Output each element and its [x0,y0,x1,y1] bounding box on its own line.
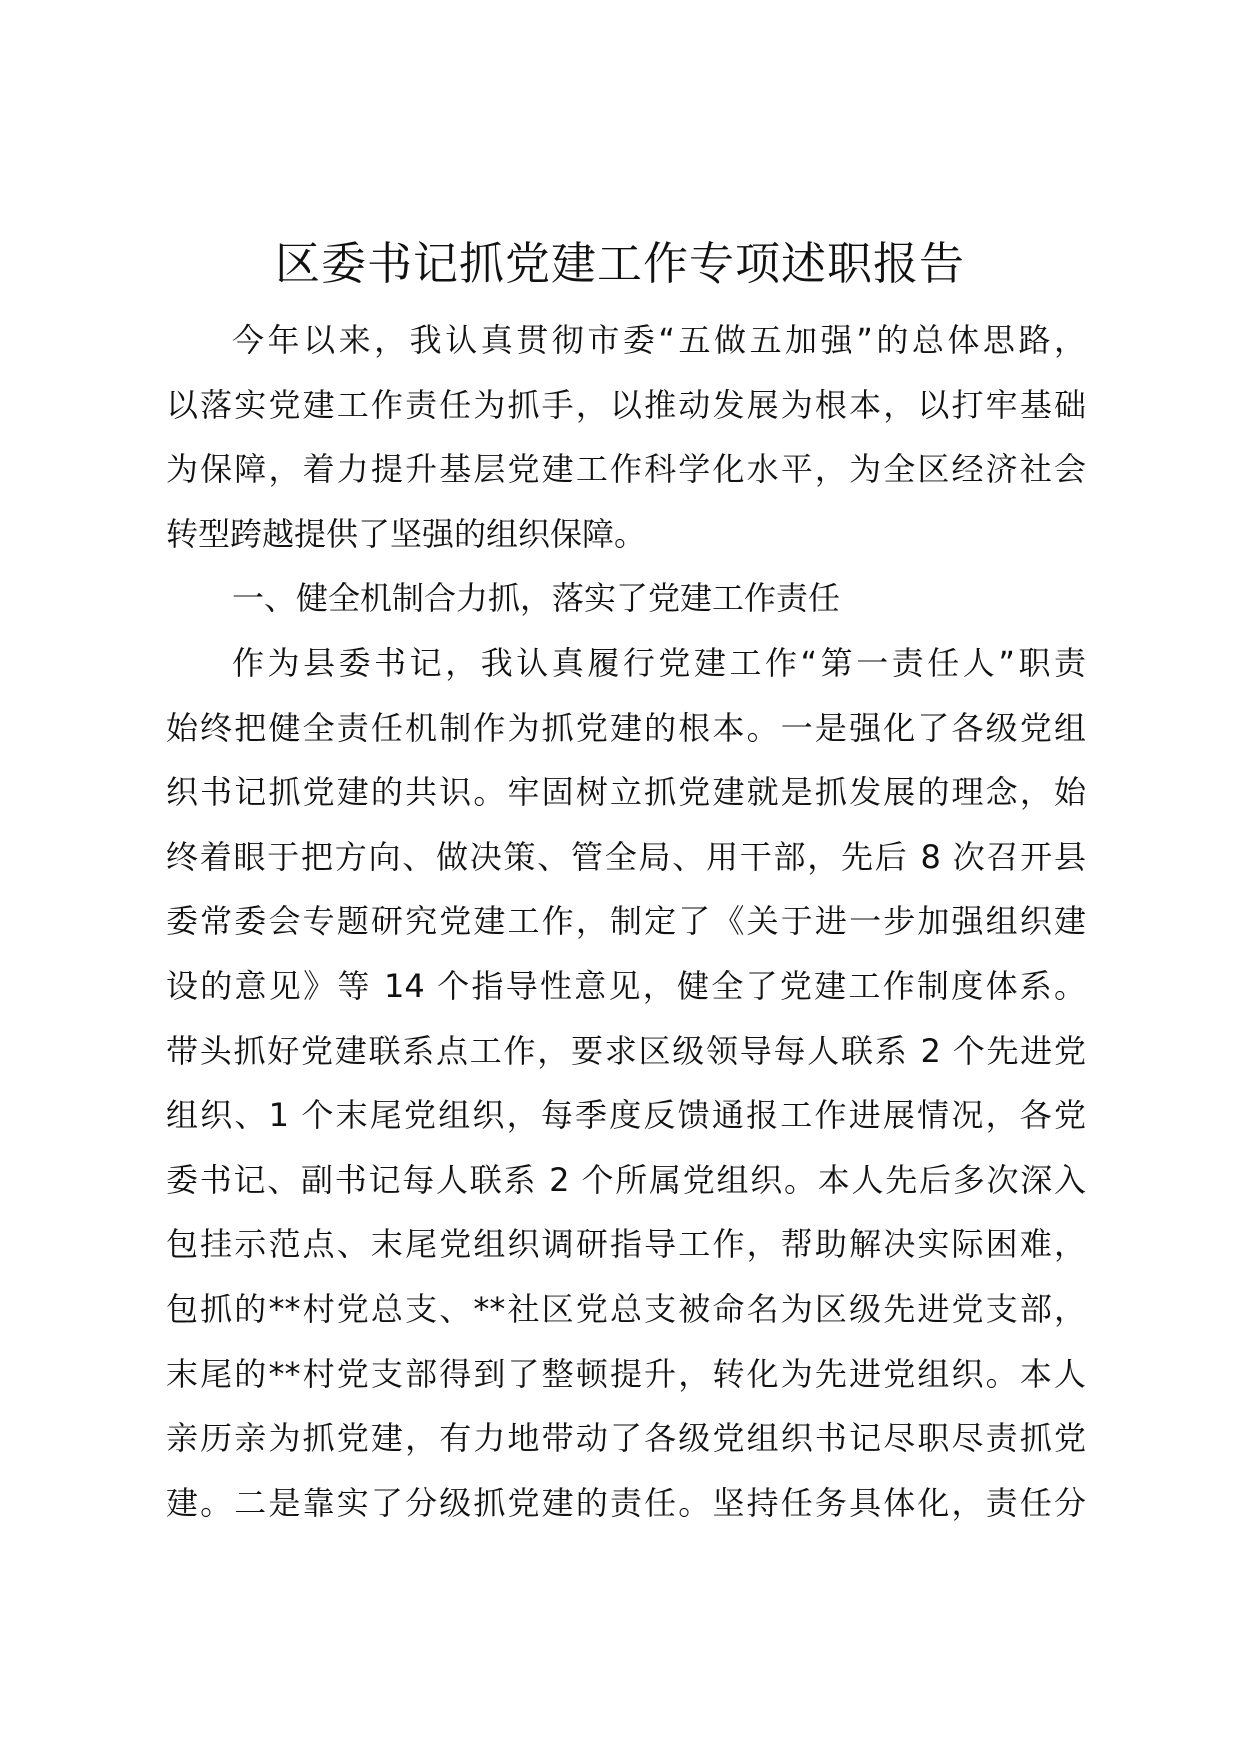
body-line: 始终把健全责任机制作为抓党建的根本。一是强化了各级党组 [166,708,1086,747]
body-line: 为保障，着力提升基层党建工作科学化水平，为全区经济社会 [166,450,1086,489]
body-line: 委常委会专题研究党建工作，制定了《关于进一步加强组织建 [166,902,1086,941]
body-line: 组织、1 个末尾党组织，每季度反馈通报工作进展情况，各党 [166,1096,1086,1135]
body-line: 作为县委书记，我认真履行党建工作“第一责任人”职责 [232,643,1086,682]
body-line: 一、健全机制合力抓，落实了党建工作责任 [232,579,841,618]
body-line: 设的意见》等 14 个指导性意见，健全了党建工作制度体系。 [166,966,1086,1005]
body-line: 今年以来，我认真贯彻市委“五做五加强”的总体思路， [232,321,1086,359]
document-body [166,308,1086,1535]
body-line: 终着眼于把方向、做决策、管全局、用干部，先后 8 次召开县 [166,837,1086,876]
body-line: 以落实党建工作责任为抓手，以推动发展为根本，以打牢基础 [166,385,1086,424]
body-line: 带头抓好党建联系点工作，要求区级领导每人联系 2 个先进党 [166,1031,1086,1070]
document-title: 区委书记抓党建工作专项述职报告 [274,237,965,290]
body-line: 建。二是靠实了分级抓党建的责任。坚持任务具体化，责任分 [166,1483,1086,1522]
body-line: 织书记抓党建的共识。牢固树立抓党建就是抓发展的理念，始 [166,773,1086,812]
body-line: 末尾的**村党支部得到了整顿提升，转化为先进党组织。本人 [166,1354,1086,1393]
body-line: 委书记、副书记每人联系 2 个所属党组织。本人先后多次深入 [166,1160,1086,1199]
body-line: 包挂示范点、末尾党组织调研指导工作，帮助解决实际困难， [166,1225,1086,1264]
body-line: 包抓的**村党总支、**社区党总支被命名为区级先进党支部， [166,1289,1086,1328]
body-line: 转型跨越提供了坚强的组织保障。 [166,514,647,553]
body-line: 亲历亲为抓党建，有力地带动了各级党组织书记尽职尽责抓党 [166,1419,1086,1458]
